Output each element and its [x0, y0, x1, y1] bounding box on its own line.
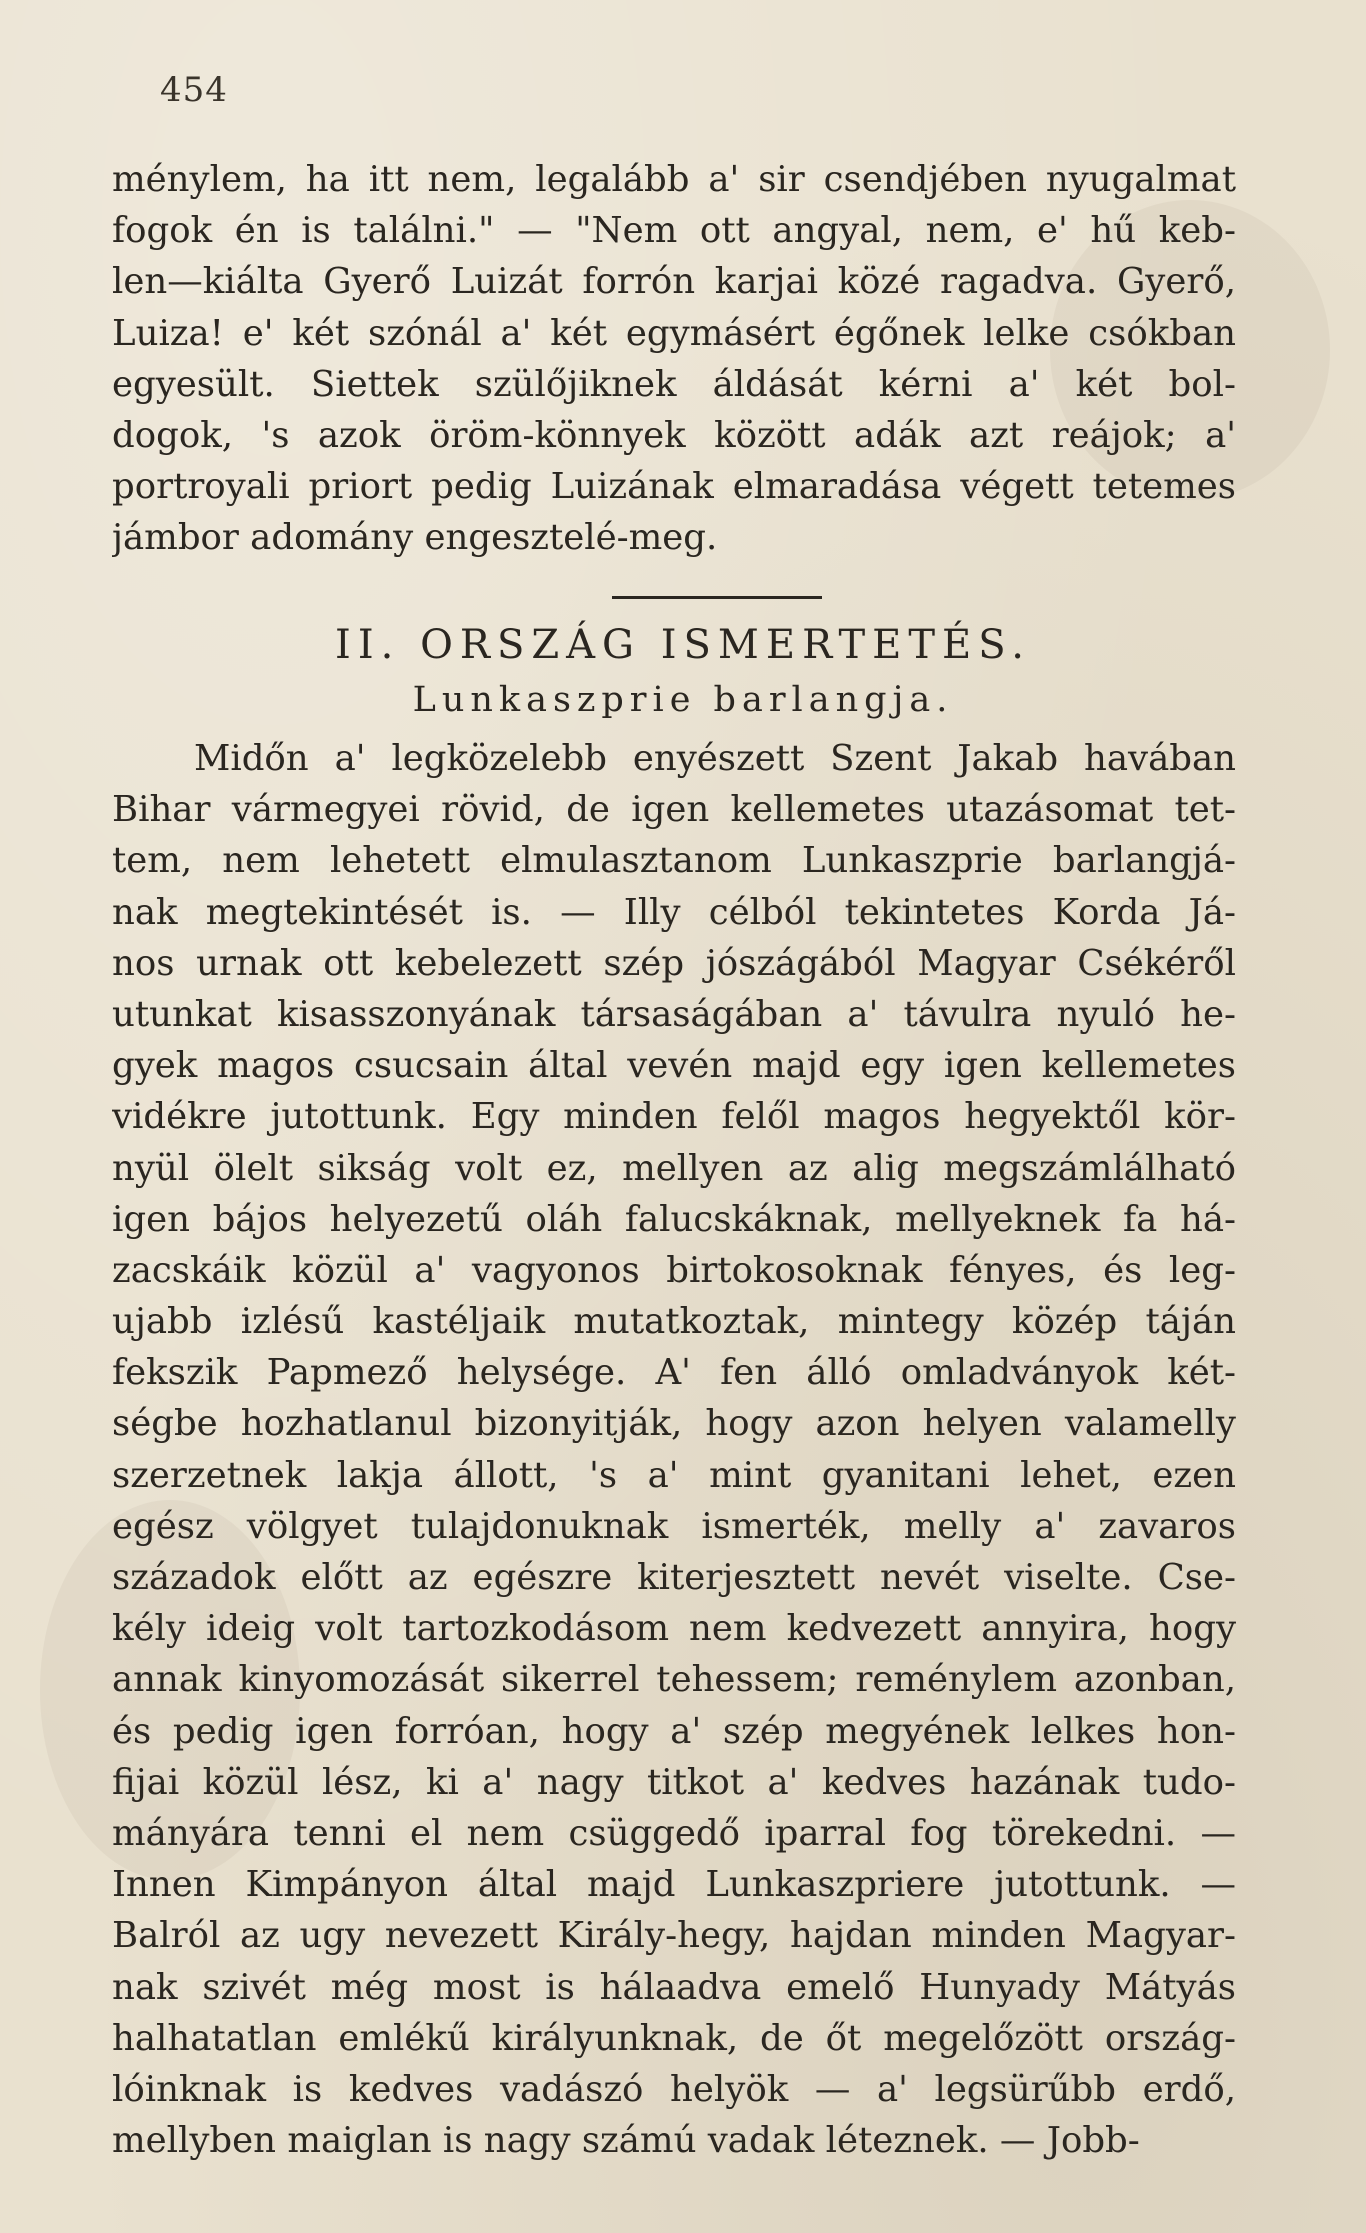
text-line: gyek magos csucsain által vevén majd egy igen kellemetes — [112, 1045, 1236, 1087]
text-line: utunkat kisasszonyának társaságában a' távulra nyuló he- — [112, 993, 1236, 1035]
text-line: igen bájos helyezetű oláh falucskáknak, mellyeknek fa há- — [112, 1198, 1236, 1240]
text-line: századok előtt az egészre kiterjesztett nevét viselte. Cse- — [112, 1557, 1236, 1598]
text-line: ménylem, ha itt nem, legalább a' sir csendjében nyugalmat — [112, 159, 1236, 200]
opening-paragraph — [112, 154, 1236, 564]
text-line: ujabb izlésű kastéljaik mutatkoztak, mintegy közép táján — [112, 1301, 1236, 1343]
text-line: jámbor adomány engesztelé-meg. — [112, 517, 718, 559]
text-line: mellyben maiglan is nagy számú vadak léteznek. — Jobb- — [112, 2120, 1140, 2162]
text-line: Midőn a' legközelebb enyészett Szent Jakab havában — [194, 738, 1236, 779]
text-line: kély ideig volt tartozkodásom nem kedvezett annyira, hogy — [112, 1608, 1236, 1650]
text-line: fogok én is találni." — "Nem ott angyal, nem, e' hű keb- — [112, 210, 1236, 252]
text-line: portroyali priort pedig Luizának elmaradása végett tetemes — [112, 466, 1236, 508]
text-line: Luiza! e' két szónál a' két egymásért égőnek lelke csókban — [112, 312, 1236, 354]
text-line: annak kinyomozását sikerrel tehessem; reménylem azonban, — [112, 1659, 1236, 1701]
text-line: ségbe hozhatlanul bizonyitják, hogy azon helyen valamelly — [112, 1403, 1236, 1445]
text-line: fijai közül lész, ki a' nagy titkot a' kedves hazának tudo- — [112, 1761, 1236, 1803]
text-line: egész völgyet tulajdonuknak ismerték, melly a' zavaros — [112, 1505, 1236, 1547]
text-line: vidékre jutottunk. Egy minden felől magos hegyektől kör- — [112, 1096, 1236, 1138]
text-line: fekszik Papmező helysége. A' fen álló omladványok két- — [112, 1352, 1236, 1394]
article-subheading: Lunkaszprie barlangja. — [412, 680, 954, 720]
text-line: egyesült. Siettek szülőjiknek áldását kérni a' két bol- — [112, 363, 1236, 405]
text-line: Balról az ugy nevezett Király-hegy, hajdan minden Magyar- — [112, 1915, 1236, 1957]
text-line: nos urnak ott kebelezett szép jószágából Magyar Csékéről — [112, 942, 1236, 984]
text-line: len—kiálta Gyerő Luizát forrón karjai közé ragadva. Gyerő, — [112, 261, 1236, 303]
section-divider — [612, 596, 822, 599]
text-line: dogok, 's azok öröm-könnyek között adák azt reájok; a' — [112, 414, 1236, 456]
text-line: zacskáik közül a' vagyonos birtokosoknak fényes, és leg- — [112, 1249, 1236, 1291]
text-line: halhatatlan emlékű királyunknak, de őt megelőzött ország- — [112, 2017, 1236, 2059]
text-line: mányára tenni el nem csüggedő iparral fog törekedni. — — [112, 1812, 1236, 1854]
text-line: nak megtekintését is. — Illy célból tekintetes Korda Já- — [112, 891, 1236, 933]
page-number: 454 — [160, 70, 228, 110]
text-line: szerzetnek lakja állott, 's a' mint gyanitani lehet, ezen — [112, 1454, 1236, 1496]
text-line: Bihar vármegyei rövid, de igen kellemetes utazásomat tet- — [112, 789, 1236, 831]
text-line: Innen Kimpányon által majd Lunkaszpriere jutottunk. — — [112, 1864, 1236, 1906]
text-line: lóinknak is kedves vadászó helyök — a' legsürűbb erdő, — [112, 2068, 1236, 2110]
text-line: nyül ölelt sikság volt ez, mellyen az alig megszámlálható — [112, 1147, 1236, 1189]
text-line: nak szivét még most is hálaadva emelő Hunyady Mátyás — [112, 1966, 1236, 2008]
section-heading: II. ORSZÁG ISMERTETÉS. — [335, 622, 1031, 668]
text-line: és pedig igen forróan, hogy a' szép megyének lelkes hon- — [112, 1710, 1236, 1752]
body-paragraph — [112, 733, 1236, 2166]
text-line: tem, nem lehetett elmulasztanom Lunkaszprie barlangjá- — [112, 840, 1236, 882]
